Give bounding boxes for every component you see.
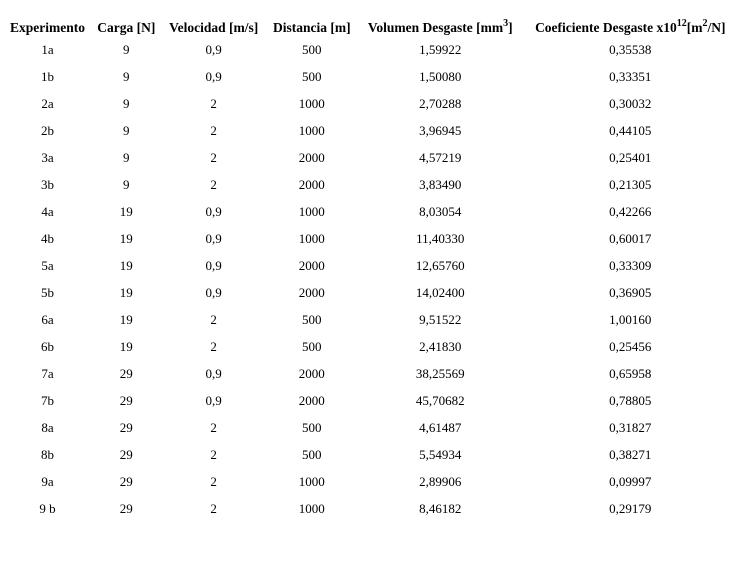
cell-experimento: 5b (40, 284, 54, 300)
cell-distancia: 1000 (298, 473, 325, 489)
cell-volumen-desgaste: 1,50080 (419, 68, 462, 84)
header-coef-exponent: 12 (676, 18, 687, 29)
table-row (4, 252, 738, 279)
cell-velocidad: 0,9 (205, 365, 222, 381)
cell-velocidad: 2 (210, 176, 217, 192)
cell-volumen-desgaste: 38,25569 (415, 365, 465, 381)
cell-experimento: 6a (41, 311, 54, 327)
table-row (4, 63, 738, 90)
cell-volumen-desgaste: 11,40330 (416, 230, 465, 246)
cell-velocidad: 2 (210, 446, 217, 462)
cell-experimento: 5a (41, 257, 54, 273)
cell-volumen-desgaste: 9,51522 (419, 311, 462, 327)
cell-distancia: 1000 (298, 203, 325, 219)
cell-coeficiente-desgaste: 0,25456 (609, 338, 652, 354)
cell-experimento: 2a (41, 95, 54, 111)
cell-velocidad: 0,9 (205, 230, 222, 246)
wear-test-table (4, 6, 738, 522)
cell-distancia: 2000 (298, 257, 325, 273)
cell-carga: 29 (119, 365, 133, 381)
header-row (4, 6, 738, 36)
cell-velocidad: 2 (210, 311, 217, 327)
cell-carga: 29 (119, 419, 133, 435)
cell-carga: 19 (119, 311, 133, 327)
cell-carga: 9 (123, 68, 130, 84)
cell-velocidad: 2 (210, 419, 217, 435)
header-volumen-exponent: 3 (503, 18, 509, 29)
cell-experimento: 3a (41, 149, 54, 165)
table-row (4, 441, 738, 468)
cell-volumen-desgaste: 14,02400 (415, 284, 465, 300)
cell-distancia: 500 (302, 311, 322, 327)
cell-distancia: 500 (302, 446, 322, 462)
table-row (4, 36, 738, 63)
cell-volumen-desgaste: 3,96945 (419, 122, 462, 138)
header-coef-unit: [m (686, 20, 703, 35)
cell-velocidad: 2 (210, 122, 217, 138)
cell-distancia: 1000 (298, 95, 325, 111)
cell-velocidad: 0,9 (205, 392, 222, 408)
cell-volumen-desgaste: 12,65760 (415, 257, 465, 273)
cell-experimento: 9 b (39, 500, 56, 516)
table-row (4, 171, 738, 198)
cell-carga: 29 (119, 473, 133, 489)
cell-distancia: 2000 (298, 176, 325, 192)
cell-coeficiente-desgaste: 0,60017 (609, 230, 652, 246)
table-row (4, 198, 738, 225)
cell-coeficiente-desgaste: 1,00160 (609, 311, 652, 327)
header-coef-close: /N] (707, 20, 726, 35)
table-row (4, 495, 738, 522)
cell-coeficiente-desgaste: 0,33309 (609, 257, 652, 273)
cell-coeficiente-desgaste: 0,33351 (609, 68, 652, 84)
table-row (4, 387, 738, 414)
table-row (4, 225, 738, 252)
cell-coeficiente-desgaste: 0,31827 (609, 419, 652, 435)
cell-distancia: 1000 (298, 122, 325, 138)
cell-velocidad: 2 (210, 338, 217, 354)
cell-carga: 9 (123, 41, 130, 57)
cell-distancia: 1000 (298, 230, 325, 246)
header-distancia: Distancia [m] (272, 20, 351, 35)
cell-carga: 19 (119, 284, 133, 300)
cell-volumen-desgaste: 2,70288 (419, 95, 462, 111)
cell-coeficiente-desgaste: 0,38271 (609, 446, 652, 462)
table-body (4, 36, 738, 522)
cell-carga: 9 (123, 122, 130, 138)
header-volumen-text: Volumen Desgaste [mm (367, 20, 504, 35)
cell-coeficiente-desgaste: 0,21305 (609, 176, 652, 192)
cell-volumen-desgaste: 5,54934 (419, 446, 462, 462)
cell-carga: 19 (119, 257, 133, 273)
header-coef-text: Coeficiente Desgaste x10 (535, 20, 677, 35)
cell-volumen-desgaste: 1,59922 (419, 41, 462, 57)
cell-carga: 29 (119, 500, 133, 516)
cell-carga: 29 (119, 446, 133, 462)
table-row (4, 306, 738, 333)
cell-volumen-desgaste: 3,83490 (419, 176, 462, 192)
cell-carga: 9 (123, 176, 130, 192)
cell-experimento: 7a (41, 365, 54, 381)
cell-velocidad: 2 (210, 149, 217, 165)
table-row (4, 144, 738, 171)
table-row (4, 360, 738, 387)
table-row (4, 414, 738, 441)
cell-distancia: 500 (302, 419, 322, 435)
cell-coeficiente-desgaste: 0,42266 (609, 203, 652, 219)
table-row (4, 117, 738, 144)
cell-experimento: 8b (40, 446, 54, 462)
cell-distancia: 2000 (298, 284, 325, 300)
cell-carga: 19 (119, 203, 133, 219)
cell-velocidad: 0,9 (205, 284, 222, 300)
cell-distancia: 1000 (298, 500, 325, 516)
cell-velocidad: 0,9 (205, 41, 222, 57)
cell-carga: 9 (123, 149, 130, 165)
cell-distancia: 2000 (298, 149, 325, 165)
cell-coeficiente-desgaste: 0,78805 (609, 392, 652, 408)
header-velocidad: Velocidad [m/s] (169, 20, 259, 35)
header-coef-unit-exponent: 2 (702, 18, 708, 29)
cell-carga: 19 (119, 338, 133, 354)
cell-distancia: 500 (302, 68, 322, 84)
cell-experimento: 1a (41, 41, 54, 57)
cell-distancia: 500 (302, 338, 322, 354)
table-row (4, 333, 738, 360)
cell-experimento: 4b (40, 230, 54, 246)
header-volumen-desgaste (358, 6, 523, 36)
cell-velocidad: 0,9 (205, 68, 222, 84)
table-row (4, 468, 738, 495)
cell-volumen-desgaste: 4,57219 (419, 149, 462, 165)
cell-coeficiente-desgaste: 0,65958 (609, 365, 652, 381)
cell-experimento: 4a (41, 203, 54, 219)
cell-velocidad: 2 (210, 95, 217, 111)
cell-distancia: 500 (302, 41, 322, 57)
cell-velocidad: 2 (210, 500, 217, 516)
cell-experimento: 8a (41, 419, 54, 435)
cell-velocidad: 0,9 (205, 257, 222, 273)
header-volumen-close: ] (508, 20, 513, 35)
header-coeficiente-desgaste (523, 6, 738, 36)
header-experimento: Experimento (9, 20, 85, 35)
cell-coeficiente-desgaste: 0,30032 (609, 95, 652, 111)
table-row (4, 90, 738, 117)
cell-volumen-desgaste: 8,03054 (419, 203, 462, 219)
cell-experimento: 2b (40, 122, 54, 138)
cell-coeficiente-desgaste: 0,29179 (609, 500, 652, 516)
cell-experimento: 1b (40, 68, 54, 84)
cell-velocidad: 2 (210, 473, 217, 489)
cell-experimento: 6b (40, 338, 54, 354)
cell-carga: 9 (123, 95, 130, 111)
cell-volumen-desgaste: 2,41830 (419, 338, 462, 354)
table-row (4, 279, 738, 306)
cell-coeficiente-desgaste: 0,44105 (609, 122, 652, 138)
cell-volumen-desgaste: 2,89906 (419, 473, 462, 489)
cell-coeficiente-desgaste: 0,35538 (609, 41, 652, 57)
cell-coeficiente-desgaste: 0,09997 (609, 473, 652, 489)
header-carga: Carga [N] (97, 20, 156, 35)
cell-distancia: 2000 (298, 392, 325, 408)
cell-experimento: 3b (40, 176, 54, 192)
cell-volumen-desgaste: 45,70682 (415, 392, 465, 408)
cell-carga: 29 (119, 392, 133, 408)
cell-experimento: 7b (40, 392, 54, 408)
cell-carga: 19 (119, 230, 133, 246)
cell-coeficiente-desgaste: 0,36905 (609, 284, 652, 300)
cell-experimento: 9a (41, 473, 54, 489)
cell-velocidad: 0,9 (205, 203, 222, 219)
cell-volumen-desgaste: 8,46182 (419, 500, 462, 516)
cell-coeficiente-desgaste: 0,25401 (609, 149, 652, 165)
cell-volumen-desgaste: 4,61487 (419, 419, 462, 435)
cell-distancia: 2000 (298, 365, 325, 381)
